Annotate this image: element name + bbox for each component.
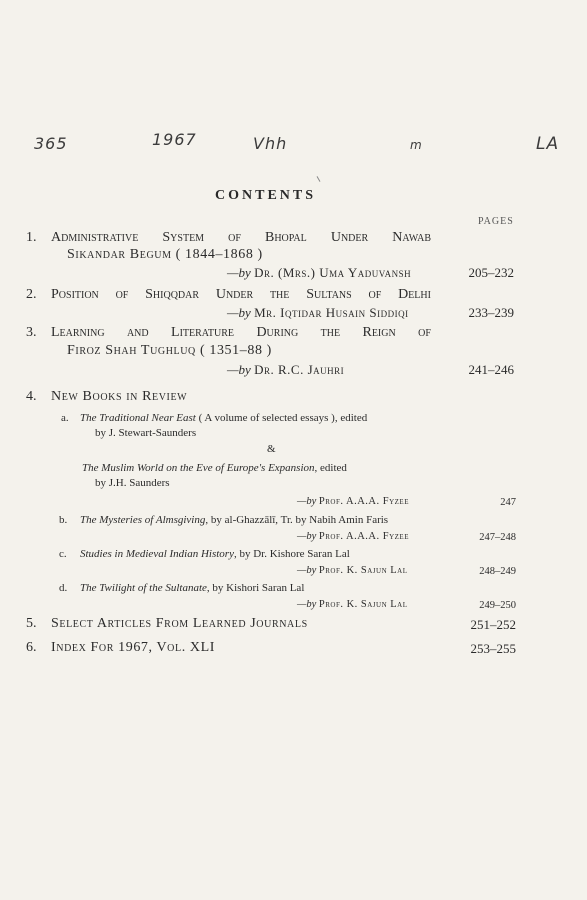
entry-pages: 251–252 bbox=[470, 617, 516, 632]
item-label: c. bbox=[59, 548, 67, 560]
entry-pages: 241–246 bbox=[468, 362, 514, 377]
ampersand: & bbox=[267, 443, 276, 455]
entry-title-line2: Firoz Shah Tughluq ( 1351–88 ) bbox=[67, 343, 272, 358]
reviewer-byline: —by Prof. A.A.A. Fyzee bbox=[297, 496, 409, 507]
section-heading: Index For 1967, Vol. XLI bbox=[51, 640, 216, 655]
entry-byline: —by Dr. (Mrs.) Uma Yaduvansh bbox=[227, 265, 412, 280]
entry-number: 4. bbox=[26, 389, 37, 404]
review-item-editor: by J. Stewart-Saunders bbox=[95, 427, 197, 439]
reviewer-byline: —by Prof. K. Sajun Lal bbox=[297, 599, 408, 610]
handwritten-note-la: LA bbox=[536, 134, 560, 154]
review-item-title: The Mysteries of Almsgiving, by al-Ghazzālī, Tr. by Nabih Amin Faris bbox=[80, 514, 389, 526]
review-item-title: The Traditional Near East ( A volume of selected essays ), edited bbox=[80, 412, 368, 424]
entry-title-line1: Administrative System of Bhopal Under Nawab bbox=[51, 230, 431, 245]
entry-number: 6. bbox=[26, 640, 37, 655]
entry-byline: —by Mr. Iqtidar Husain Siddiqi bbox=[227, 305, 409, 320]
entry-pages: 233–239 bbox=[468, 305, 514, 320]
entry-number: 3. bbox=[26, 325, 37, 340]
entry-title-line1: Position of Shiqqdar Under the Sultans of Delhi bbox=[51, 287, 431, 302]
entry-pages: 253–255 bbox=[470, 641, 516, 656]
reviewer-byline: —by Prof. K. Sajun Lal bbox=[297, 565, 408, 576]
review-item-title: The Muslim World on the Eve of Europe's Expansion, edited bbox=[82, 462, 347, 474]
item-label: a. bbox=[61, 412, 69, 424]
section-heading: New Books in Review bbox=[51, 389, 188, 404]
review-item-editor: by J.H. Saunders bbox=[95, 477, 170, 489]
handwritten-note-m: m bbox=[410, 138, 423, 152]
review-pages: 247 bbox=[500, 497, 516, 508]
pages-column-header: PAGES bbox=[478, 216, 514, 227]
entry-title-line1: Learning and Literature During the Reign of bbox=[51, 325, 431, 340]
review-pages: 248–249 bbox=[479, 566, 516, 577]
reviewer-byline: —by Prof. A.A.A. Fyzee bbox=[297, 531, 409, 542]
pencil-mark bbox=[317, 176, 321, 182]
review-item-title: Studies in Medieval Indian History, by Dr. Kishore Saran Lal bbox=[80, 548, 350, 560]
entry-pages: 205–232 bbox=[468, 265, 514, 280]
handwritten-note-year: 1967 bbox=[152, 130, 197, 149]
review-item-title: The Twilight of the Sultanate, by Kishori Saran Lal bbox=[80, 582, 305, 594]
page-title: CONTENTS bbox=[215, 188, 317, 203]
entry-title-line2: Sikandar Begum ( 1844–1868 ) bbox=[67, 247, 263, 262]
section-heading: Select Articles From Learned Journals bbox=[51, 616, 308, 631]
entry-number: 2. bbox=[26, 287, 37, 302]
review-pages: 249–250 bbox=[479, 600, 516, 611]
entry-number: 5. bbox=[26, 616, 37, 631]
item-label: d. bbox=[59, 582, 68, 594]
item-label: b. bbox=[59, 514, 68, 526]
handwritten-note-365: 365 bbox=[34, 134, 68, 153]
handwritten-note-vhh: Vhh bbox=[253, 134, 288, 153]
review-pages: 247–248 bbox=[479, 532, 516, 543]
entry-number: 1. bbox=[26, 230, 37, 245]
entry-byline: —by Dr. R.C. Jauhri bbox=[227, 362, 345, 377]
